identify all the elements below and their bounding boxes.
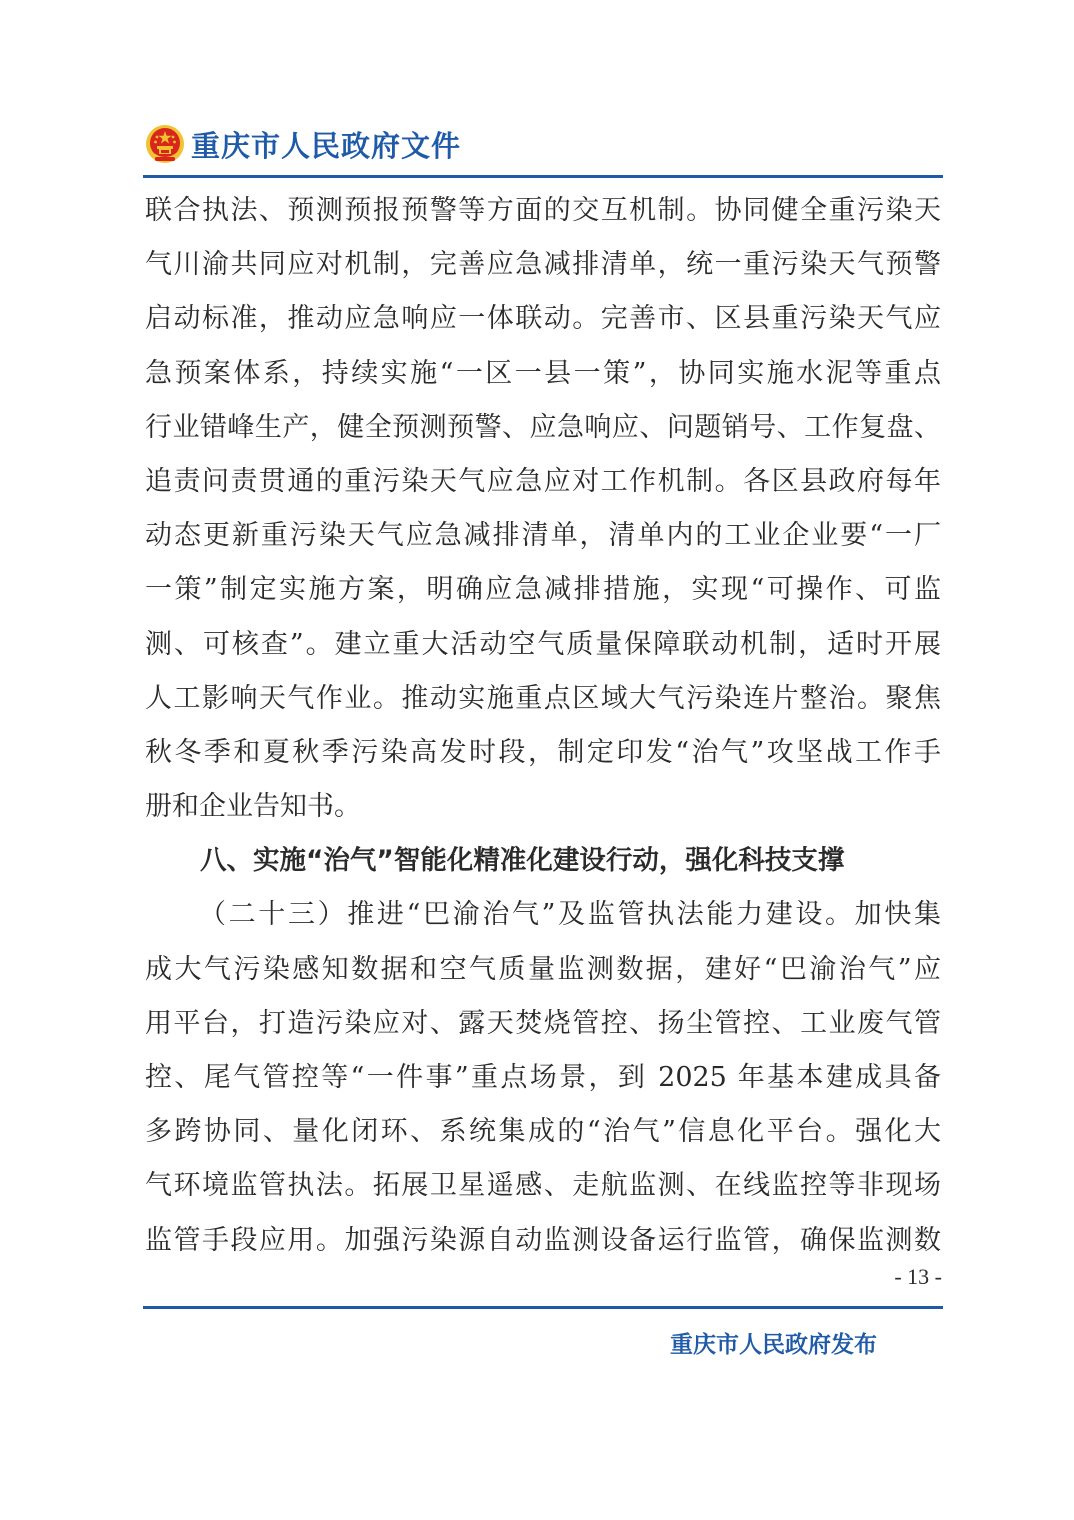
document-body <box>145 184 941 1268</box>
national-emblem-icon <box>145 124 185 164</box>
section-text-line: （二十三）推进“巴渝治气”及监管执法能力建设。加快集 <box>199 899 941 931</box>
document-header-title: 重庆市人民政府文件 <box>191 128 462 163</box>
body-text-line: 测、可核查”。建立重大活动空气质量保障联动机制，适时开展 <box>145 628 941 660</box>
page-number: - 13 - <box>894 1264 942 1289</box>
body-text-line: 人工影响天气作业。推动实施重点区域大气污染连片整治。聚焦 <box>145 682 941 714</box>
section-text-line: 控、尾气管控等“一件事”重点场景，到 2025 年基本建成具备 <box>145 1062 941 1093</box>
footer-divider <box>143 1306 943 1309</box>
body-text-line: 急预案体系，持续实施“一区一县一策”，协同实施水泥等重点 <box>145 357 941 389</box>
section-text-line: 成大气污染感知数据和空气质量监测数据，建好“巴渝治气”应 <box>145 953 941 985</box>
section-text-line: 多跨协同、量化闭环、系统集成的“治气”信息化平台。强化大 <box>145 1116 941 1148</box>
body-text-line: 动态更新重污染天气应急减排清单，清单内的工业企业要“一厂 <box>145 520 941 552</box>
section-text-line: 用平台，打造污染应对、露天焚烧管控、扬尘管控、工业废气管 <box>145 1007 941 1039</box>
header-divider <box>143 175 943 178</box>
section-text-line: 监管手段应用。加强污染源自动监测设备运行监管，确保监测数 <box>145 1224 941 1256</box>
body-text-line: 联合执法、预测预报预警等方面的交互机制。协同健全重污染天 <box>145 195 941 226</box>
body-text-line: 追责问责贯通的重污染天气应急应对工作机制。各区县政府每年 <box>145 465 941 497</box>
body-text-line: 启动标准，推动应急响应一体联动。完善市、区县重污染天气应 <box>145 303 941 335</box>
section-text-line: 气环境监管执法。拓展卫星遥感、走航监测、在线监控等非现场 <box>145 1170 941 1202</box>
body-text-line: 气川渝共同应对机制，完善应急减排清单，统一重污染天气预警 <box>145 249 941 281</box>
section-heading: 八、实施“治气”智能化精准化建设行动，强化科技支撑 <box>200 845 845 877</box>
document-header <box>145 120 461 168</box>
body-text-line: 行业错峰生产，健全预测预警、应急响应、问题销号、工作复盘、 <box>145 411 941 443</box>
footer-publisher: 重庆市人民政府发布 <box>670 1332 877 1358</box>
body-text-line: 秋冬季和夏秋季污染高发时段，制定印发“治气”攻坚战工作手 <box>145 736 941 768</box>
body-text-line: 册和企业告知书。 <box>145 791 361 823</box>
body-text-line: 一策”制定实施方案，明确应急减排措施，实现“可操作、可监 <box>145 574 941 606</box>
